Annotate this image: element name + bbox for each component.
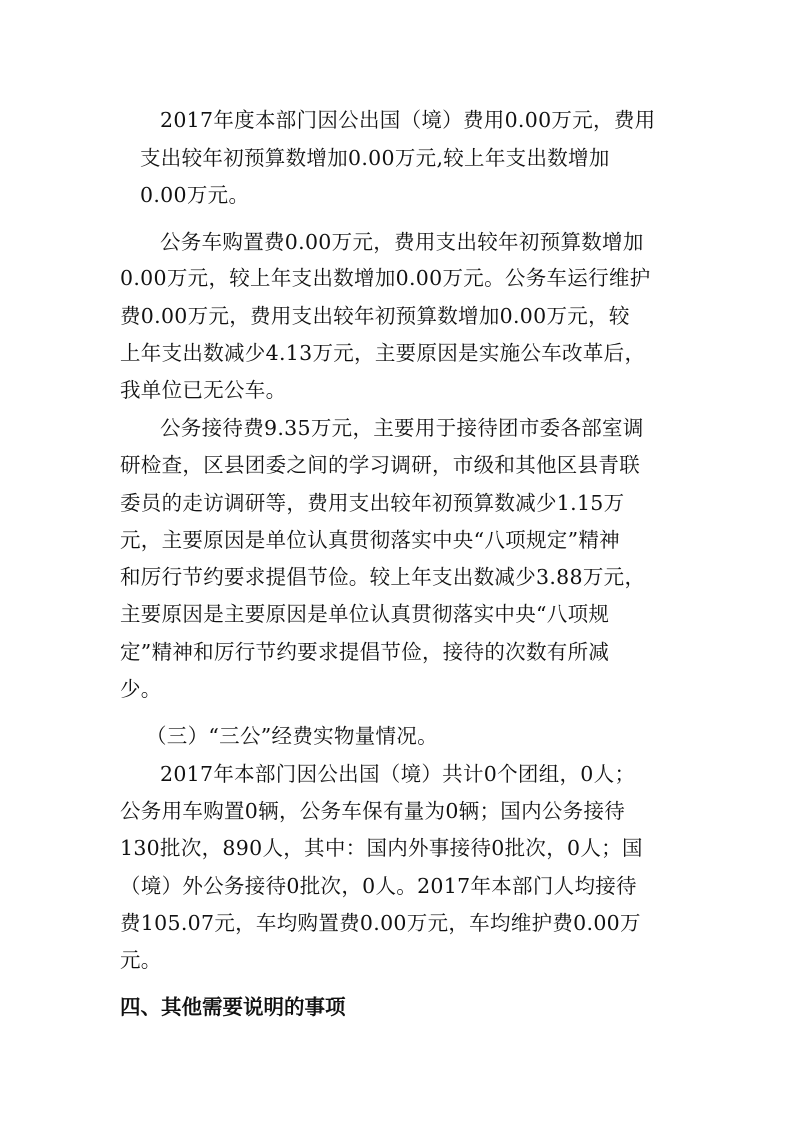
paragraph-line: 130批次，890人，其中：国内外事接待0批次，0人；国 (120, 836, 643, 860)
paragraph-line: 主要原因是主要原因是单位认真贯彻落实中央“八项规 (120, 602, 610, 626)
paragraph-line: 定”精神和厉行节约要求提倡节俭，接待的次数有所减 (120, 640, 610, 664)
paragraph-line: 支出较年初预算数增加0.00万元,较上年支出数增加 (140, 146, 610, 170)
subsection-title: （三）“三公”经费实物量情况。 (146, 724, 438, 748)
paragraph-line: 我单位已无公车。 (120, 378, 287, 402)
paragraph-line: 费0.00万元，费用支出较年初预算数增加0.00万元，较 (120, 304, 630, 328)
paragraph-line: 元。 (120, 948, 162, 972)
paragraph-line: 费105.07元，车均购置费0.00万元，车均维护费0.00万 (120, 911, 641, 935)
paragraph-line: 公务接待费9.35万元，主要用于接待团市委各部室调 (160, 416, 644, 440)
paragraph-line: 公务用车购置0辆，公务车保有量为0辆；国内公务接待 (120, 799, 626, 823)
section-heading: 四、其他需要说明的事项 (120, 995, 346, 1019)
paragraph-line: 2017年度本部门因公出国（境）费用0.00万元，费用 (160, 108, 656, 132)
paragraph-line: 上年支出数减少4.13万元，主要原因是实施公车改革后， (120, 341, 646, 365)
paragraph-line: 2017年本部门因公出国（境）共计0个团组，0人； (160, 762, 636, 786)
paragraph-line: 少。 (120, 677, 162, 701)
paragraph-line: 委员的走访调研等，费用支出较年初预算数减少1.15万 (120, 491, 625, 515)
paragraph-line: （境）外公务接待0批次，0人。2017年本部门人均接待 (120, 874, 637, 898)
paragraph-line: 和厉行节约要求提倡节俭。较上年支出数减少3.88万元， (120, 565, 646, 589)
paragraph-line: 公务车购置费0.00万元，费用支出较年初预算数增加 (160, 230, 644, 254)
paragraph-line: 研检查，区县团委之间的学习调研，市级和其他区县青联 (120, 453, 640, 477)
paragraph-line: 0.00万元，较上年支出数增加0.00万元。公务车运行维护 (120, 266, 651, 290)
paragraph-line: 0.00万元。 (140, 183, 250, 207)
paragraph-line: 元，主要原因是单位认真贯彻落实中央“八项规定”精神 (120, 528, 620, 552)
